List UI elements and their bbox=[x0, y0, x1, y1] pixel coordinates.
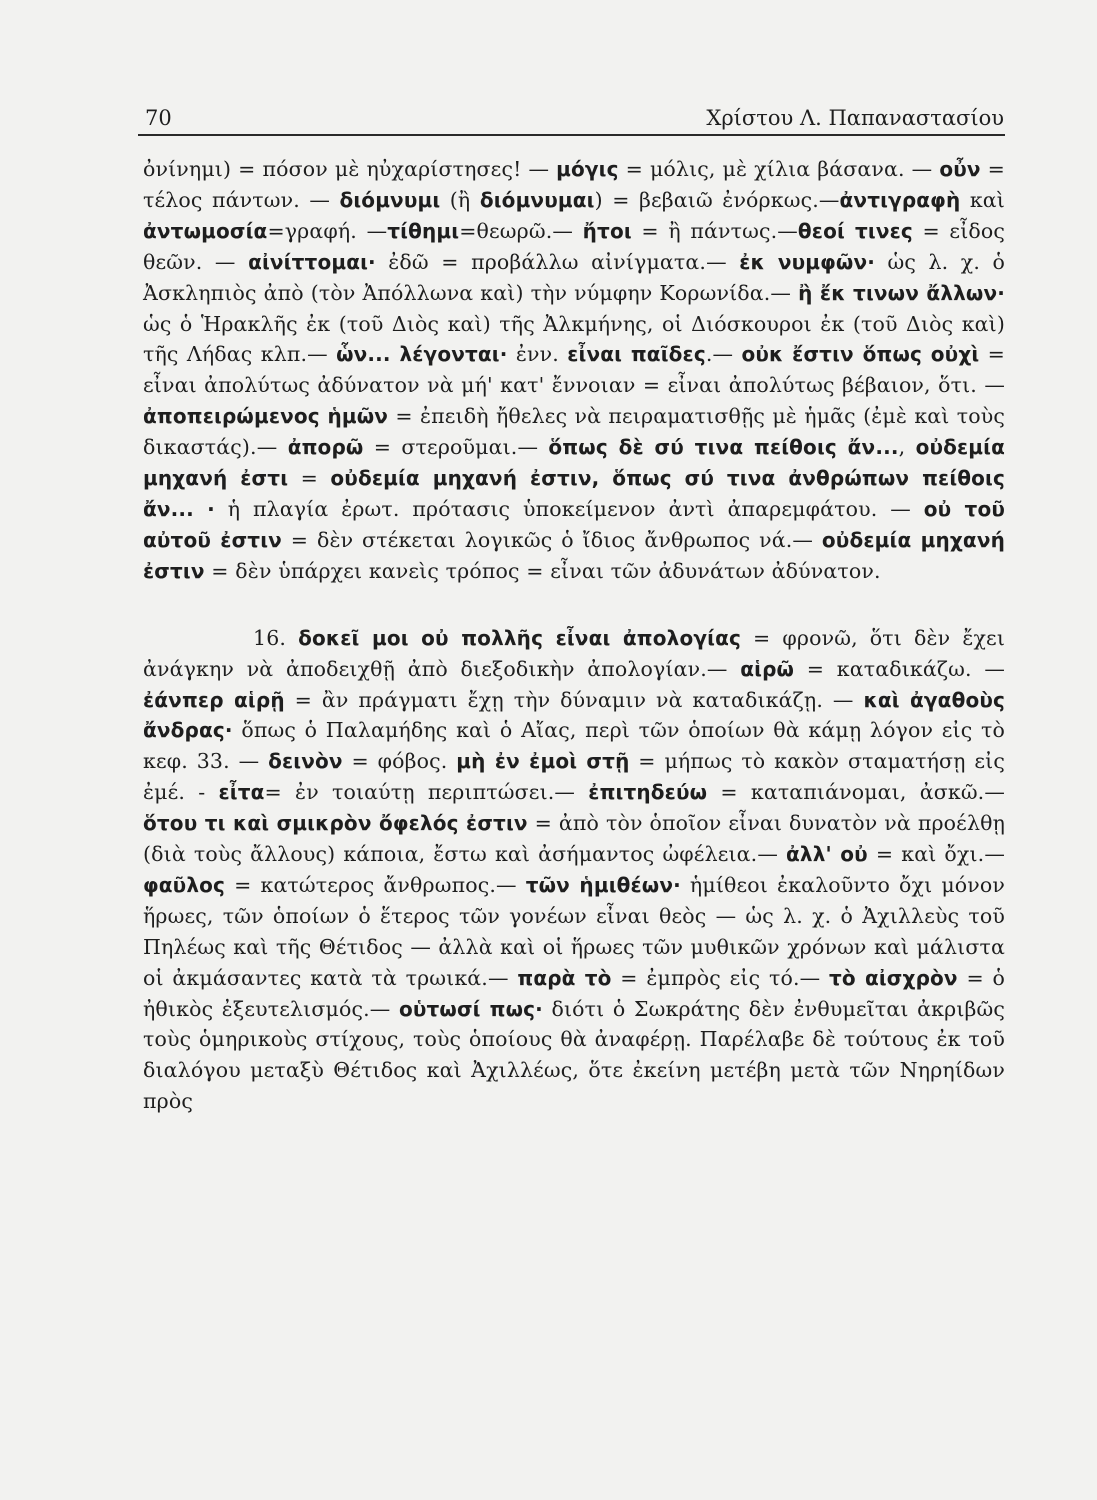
gloss-text: = δὲν στέκεται λογικῶς ὁ ἴδιος ἄνθρωπος νά.— bbox=[281, 527, 822, 552]
lemma-headword: τὸ αἰσχρὸν bbox=[828, 965, 958, 990]
gloss-text: = ἐμπρὸς εἰς τό.— bbox=[611, 965, 829, 990]
gloss-text: = ἂν πράγματι ἔχῃ τὴν δύναμιν νὰ καταδικάζῃ. — bbox=[284, 687, 864, 712]
commentary-paragraph bbox=[143, 623, 1005, 1118]
gloss-text: =θεωρῶ.— bbox=[459, 218, 583, 243]
gloss-text: = δὲν ὑπάρχει κανεὶς τρόπος = εἶναι τῶν ἀδυνάτων ἀδύνατον. bbox=[204, 558, 881, 583]
gloss-text: = μήπως τὸ κακὸν σταματήσῃ εἰς ἐμέ. - bbox=[143, 749, 1006, 805]
gloss-text: = φρονῶ, ὅτι δὲν ἔχει ἀνάγκην νὰ ἀποδειχθῇ ἀπὸ διεξοδικὴν ἀπολογίαν.— bbox=[143, 625, 1006, 681]
gloss-text: .— bbox=[705, 342, 742, 367]
gloss-text: = στεροῦμαι.— bbox=[363, 435, 549, 460]
lemma-headword: ὧν... λέγονται· bbox=[336, 342, 508, 367]
gloss-text: (ἢ bbox=[440, 187, 480, 212]
commentary-text bbox=[143, 154, 1005, 1117]
gloss-text: = ἢ πάντως.— bbox=[631, 218, 798, 243]
gloss-text: καὶ bbox=[960, 187, 1005, 212]
lemma-headword: οὐδεμία μηχανή ἐστι bbox=[143, 435, 1005, 491]
lemma-headword: καὶ ἀγαθοὺς ἄνδρας· bbox=[143, 687, 1006, 743]
gloss-text: ὀνίνημι) = πόσον μὲ ηὐχαρίστησες! — bbox=[143, 157, 557, 181]
page-header bbox=[145, 100, 1004, 130]
gloss-text: = μόλις, μὲ χίλια βάσανα. — bbox=[618, 157, 940, 181]
lemma-headword: οὐδεμία μηχανή ἐστιν, ὅπως σύ τινα ἀνθρώπων πείθοις ἄν... · bbox=[143, 466, 1005, 521]
lemma-headword: εἶτα bbox=[218, 780, 265, 805]
header-rule bbox=[138, 134, 1005, 136]
lemma-headword: δοκεῖ μοι οὐ πολλῆς εἶναι ἀπολογίας bbox=[298, 625, 741, 650]
lemma-headword: οὐ τοῦ αὐτοῦ ἐστιν bbox=[143, 496, 1005, 552]
lemma-headword: αἱρῶ bbox=[740, 656, 795, 681]
running-title: Χρίστου Λ. Παπαναστασίου bbox=[706, 106, 1004, 130]
gloss-text: = εἶναι ἀπολύτως ἀδύνατον νὰ μή' κατ' ἔννοιαν = εἶναι ἀπολύτως βέβαιον, ὅτι. — bbox=[143, 342, 1005, 398]
gloss-text: = ὁ ἠθικὸς ἐξευτελισμός.— bbox=[143, 965, 1005, 1021]
gloss-text: = εἶδος θεῶν. — bbox=[143, 218, 1006, 274]
lemma-headword: διόμνυμαι bbox=[479, 187, 595, 212]
gloss-text: 16. bbox=[253, 625, 299, 650]
gloss-text: ὅπως ὁ Παλαμήδης καὶ ὁ Αἴας, περὶ τῶν ὁποίων θὰ κάμῃ λόγον εἰς τὸ κεφ. 33. — bbox=[143, 718, 1005, 774]
lemma-headword: μὴ ἐν ἐμοὶ στῇ bbox=[456, 749, 630, 774]
gloss-text: , bbox=[898, 435, 916, 460]
gloss-text: =γραφή. — bbox=[267, 218, 388, 243]
lemma-headword: δεινὸν bbox=[268, 749, 343, 774]
gloss-text: = bbox=[288, 466, 331, 491]
lemma-headword: φαῦλος bbox=[143, 872, 226, 897]
lemma-headword: θεοί τινες bbox=[797, 218, 913, 243]
lemma-headword: οὑτωσί πως· bbox=[398, 996, 543, 1021]
lemma-headword: ἐπιτηδεύω bbox=[588, 780, 708, 805]
gloss-text: = ἐν τοιαύτῃ περιπτώσει.— bbox=[264, 780, 589, 805]
gloss-text: ὡς λ. χ. ὁ Ἀσκληπιὸς ἀπὸ (τὸν Ἀπόλλωνα καὶ) τὴν νύμφην Κορωνίδα.— bbox=[143, 249, 1005, 305]
lemma-headword: οὐδεμία μηχανή ἐστιν bbox=[143, 527, 1005, 583]
gloss-text: ἐδῶ = προβάλλω αἰνίγματα.— bbox=[375, 249, 740, 274]
lemma-headword: τίθημι bbox=[387, 218, 460, 243]
gloss-text: = ἀπὸ τὸν ὁποῖον εἶναι δυνατὸν νὰ προέλθῃ (διὰ τοὺς ἄλλους) κάποια, ἔστω καὶ ἀσήμαντος ὠφέλεια.— bbox=[143, 811, 1006, 867]
lemma-headword: παρὰ τὸ bbox=[517, 965, 612, 990]
gloss-text: = καταδικάζω. — bbox=[794, 656, 1005, 681]
lemma-headword: εἶναι παῖδες bbox=[567, 342, 706, 367]
lemma-headword: ἀπορῶ bbox=[287, 435, 364, 460]
gloss-text: = ἐπειδὴ ἤθελες νὰ πειραματισθῇς μὲ ἡμᾶς (ἐμὲ καὶ τοὺς δικαστάς).— bbox=[143, 404, 1005, 460]
lemma-headword: ἀντιγραφὴ bbox=[839, 187, 961, 212]
gloss-text: διότι ὁ Σωκράτης δὲν ἐνθυμεῖται ἀκριβῶς τοὺς ὁμηρικοὺς στίχους, τοὺς ὁποίους θὰ ἀναφέρῃ. Παρέλαβε δὲ τούτους ἐκ τοῦ διαλόγου μεταξὺ Θέτιδος καὶ Ἀχιλλέως, ὅτε ἐκείνη μετέβη μετὰ τῶν Νηρηίδων πρὸς bbox=[143, 996, 1006, 1114]
lemma-headword: ὅπως δὲ σύ τινα πείθοις ἄν... bbox=[548, 435, 899, 460]
gloss-text: ἡμίθεοι ἐκαλοῦντο ὄχι μόνον ἥρωες, τῶν ὁποίων ὁ ἕτερος τῶν γονέων εἶναι θεὸς — ὡς λ. χ. ὁ Ἀχιλλεὺς τοῦ Πηλέως καὶ τῆς Θέτιδος — ἀλλὰ καὶ οἱ ἥρωες τῶν μυθικῶν χρόνων καὶ μάλιστα οἱ ἀκμάσαντες κατὰ τὰ τρωικά.— bbox=[143, 872, 1005, 990]
lemma-headword: ἀλλ' οὐ bbox=[786, 842, 868, 867]
gloss-text: = φόβος. bbox=[342, 749, 457, 774]
lemma-headword: οὐκ ἔστιν ὅπως οὐχὶ bbox=[741, 342, 980, 367]
gloss-text: ἐνν. bbox=[507, 342, 568, 367]
lemma-headword: διόμνυμι bbox=[339, 187, 441, 212]
lemma-headword: ἤτοι bbox=[582, 218, 632, 243]
lemma-headword: μόγις bbox=[556, 157, 619, 181]
lemma-headword: ἐκ νυμφῶν· bbox=[739, 249, 875, 274]
gloss-text: = κατώτερος ἄνθρωπος.— bbox=[225, 872, 526, 897]
lemma-headword: ἀποπειρώμενος ἡμῶν bbox=[143, 404, 389, 429]
lemma-headword: οὖν bbox=[939, 157, 981, 181]
gloss-text: ) = βεβαιῶ ἐνόρκως.— bbox=[594, 187, 840, 212]
gloss-text: ὡς ὁ Ἡρακλῆς ἐκ (τοῦ Διὸς καὶ) τῆς Ἀλκμήνης, οἱ Διόσκουροι ἐκ (τοῦ Διὸς καὶ) τῆς Λήδας κλπ.— bbox=[143, 311, 1005, 367]
lemma-headword: ἢ ἔκ τινων ἄλλων· bbox=[798, 280, 1005, 305]
gloss-text: = καταπιάνομαι, ἀσκῶ.— bbox=[707, 780, 1005, 805]
gloss-text: = τέλος πάντων. — bbox=[143, 157, 1006, 212]
commentary-paragraph bbox=[143, 154, 1005, 587]
lemma-headword: αἰνίττομαι· bbox=[248, 249, 376, 274]
page-number: 70 bbox=[145, 106, 172, 130]
lemma-headword: ὅτου τι καὶ σμικρὸν ὄφελός ἐστιν bbox=[143, 811, 528, 836]
lemma-headword: ἐάνπερ αἱρῇ bbox=[143, 687, 285, 712]
lemma-headword: ἀντωμοσία bbox=[143, 218, 268, 243]
lemma-headword: τῶν ἡμιθέων· bbox=[525, 872, 681, 897]
gloss-text: = καὶ ὄχι.— bbox=[867, 842, 1005, 867]
gloss-text: ἡ πλαγία ἐρωτ. πρότασις ὑποκείμενον ἀντὶ ἀπαρεμφάτου. — bbox=[214, 496, 924, 521]
